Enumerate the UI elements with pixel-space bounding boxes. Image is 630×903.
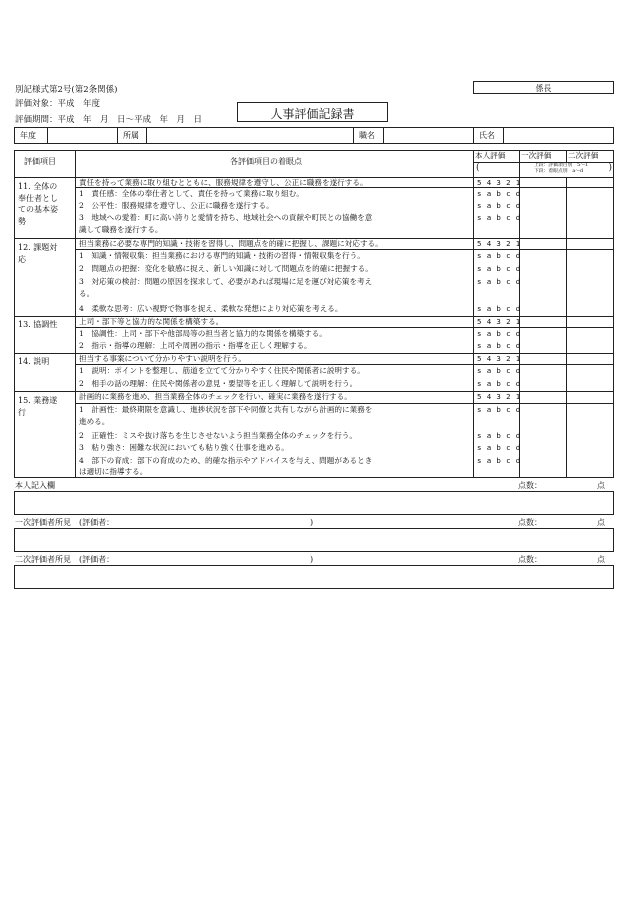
section-11-item-3-cont: 識して職務を遂行する。 xyxy=(79,225,163,234)
section-11-item-1-grade: s a b c d xyxy=(477,189,521,198)
section-14-item-1-grade: s a b c d xyxy=(477,366,521,375)
section-12-item-3-grade: s a b c d xyxy=(477,277,521,286)
section-11-scale: 5 4 3 2 1 xyxy=(477,178,521,187)
section-12-item-2-grade: s a b c d xyxy=(477,264,521,273)
section-12-item-2: 2 問題点の把握：変化を敏感に捉え、新しい知識に対して問題点を的確に把握する。 xyxy=(79,264,373,273)
col-header-first: 一次評価 xyxy=(521,151,552,160)
section-11-item-3: 3 地域への愛着：町に高い誇りと愛情を持ち、地域社会への貢献や町民との協働を意 xyxy=(79,213,373,222)
name-label: 氏名 xyxy=(479,131,495,140)
section-12-item-1: 1 知識・情報収集：担当業務における専門的知識・技術の習得・情報収集を行う。 xyxy=(79,251,365,260)
position-label: 係長 xyxy=(535,84,552,93)
section-14-item-1: 1 説明：ポイントを整理し、筋道を立てて分かりやすく住民や関係者に説明する。 xyxy=(79,366,365,375)
section-13-label: 13. 協調性 xyxy=(18,320,58,329)
section-15-item-4-cont: は適切に指導する。 xyxy=(79,467,148,476)
section-15-scale: 5 4 3 2 1 xyxy=(477,392,521,401)
section-12-item-3: 3 対応策の検討：問題の原因を探求して、必要があれば現場に足を運び対応策を考え xyxy=(79,277,373,286)
self-score-label: 点数： xyxy=(518,481,542,490)
evaluation-table xyxy=(14,150,614,478)
info-row xyxy=(14,127,614,144)
evaluation-period: 評価期間：平成 年 月 日～平成 年 月 日 xyxy=(15,115,203,125)
first-score-unit: 点 xyxy=(597,518,605,527)
self-score-unit: 点 xyxy=(597,481,605,490)
section-14-summary: 担当する事案について分かりやすい説明を行う。 xyxy=(79,354,246,363)
col-header-points: 各評価項目の着眼点 xyxy=(230,157,302,166)
section-15-item-1: 1 計画性：最終期限を意識し、進捗状況を部下や同僚と共有しながら計画的に業務を xyxy=(79,405,373,414)
section-12-scale: 5 4 3 2 1 xyxy=(477,239,521,248)
section-12-label: 12. 課題対 応 xyxy=(18,243,58,264)
evaluation-target: 評価対象：平成 年度 xyxy=(15,99,101,109)
section-15-item-1-cont: 進める。 xyxy=(79,417,110,426)
section-15-item-2: 2 正確性：ミスや抜け落ちを生じさせないよう担当業務全体のチェックを行う。 xyxy=(79,431,357,440)
section-11-item-2: 2 公平性：服務規律を遵守し、公正に職務を遂行する。 xyxy=(79,201,274,210)
section-14-scale: 5 4 3 2 1 xyxy=(477,354,521,363)
section-12-item-1-grade: s a b c d xyxy=(477,251,521,260)
first-score-label: 点数： xyxy=(518,518,542,527)
section-12-item-4: 4 柔軟な思考：広い視野で物事を捉え、柔軟な発想により対応策を考える。 xyxy=(79,304,343,313)
section-15-summary: 計画的に業務を進め、担当業務全体のチェックを行い、確実に業務を遂行する。 xyxy=(79,392,352,401)
grading-note-lower: 下段：着眼点別 a～d xyxy=(534,169,584,174)
section-11-item-3-grade: s a b c d xyxy=(477,213,521,222)
col-header-self: 本人評価 xyxy=(475,151,506,160)
document-title-box xyxy=(237,102,388,122)
section-12-item-3-cont: る。 xyxy=(79,289,95,298)
section-11-label: 11. 全体の 奉仕者とし ての基本姿 勢 xyxy=(18,182,58,226)
document-title: 人事評価記録書 xyxy=(270,107,355,121)
dept-label: 所属 xyxy=(123,131,139,140)
first-evaluator-label: 一次評価者所見 (評価者： xyxy=(15,518,115,527)
self-comment-label: 本人記入欄 xyxy=(15,481,55,490)
section-13-item-2-grade: s a b c d xyxy=(477,341,521,350)
section-15-item-2-grade: s a b c d xyxy=(477,431,521,440)
section-12-item-4-grade: s a b c d xyxy=(477,304,521,313)
section-11-summary: 責任を持って業務に取り組むとともに、服務規律を遵守し、公正に職務を遂行する。 xyxy=(79,178,368,187)
section-15-label: 15. 業務遂 行 xyxy=(18,396,58,417)
first-evaluator-field[interactable] xyxy=(14,528,614,552)
section-15-item-3-grade: s a b c d xyxy=(477,443,521,452)
grading-note: ( ) 上段：評価項目別 5～1 下段：着眼点別 a～d xyxy=(476,163,612,174)
job-title-label: 職名 xyxy=(359,131,375,140)
section-13-scale: 5 4 3 2 1 xyxy=(477,317,521,326)
section-15-item-3: 3 粘り強さ：困難な状況においても粘り強く仕事を進める。 xyxy=(79,443,289,452)
section-11-item-1: 1 責任感：全体の奉仕者として、責任を持って業務に取り組む。 xyxy=(79,189,304,198)
form-number: 別記様式第2号(第2条関係) xyxy=(15,85,118,95)
section-13-item-2: 2 指示・指導の理解：上司や周囲の指示・指導を正しく理解する。 xyxy=(79,341,312,350)
section-11-item-2-grade: s a b c d xyxy=(477,201,521,210)
second-score-unit: 点 xyxy=(597,555,605,564)
section-14-item-2: 2 相手の話の理解：住民や関係者の意見・要望等を正しく理解して説明を行う。 xyxy=(79,379,358,388)
col-header-second: 二次評価 xyxy=(568,151,599,160)
section-14-label: 14. 説明 xyxy=(18,357,50,366)
first-evaluator-close: ) xyxy=(310,518,314,527)
second-evaluator-field[interactable] xyxy=(14,565,614,589)
grading-note-upper: 上段：評価項目別 5～1 xyxy=(534,163,589,168)
position-box xyxy=(473,81,614,94)
self-comment-field[interactable] xyxy=(14,491,614,515)
section-13-summary: 上司・部下等と協力的な関係を構築する。 xyxy=(79,317,224,326)
section-12-summary: 担当業務に必要な専門的知識・技術を習得し、問題点を的確に把握し、課題に対応する。 xyxy=(79,239,383,248)
section-15-item-1-grade: s a b c d xyxy=(477,405,521,414)
second-score-label: 点数： xyxy=(518,555,542,564)
section-15-item-4: 4 部下の育成：部下の育成のため、的確な指示やアドバイスを与え、問題があるとき xyxy=(79,456,373,465)
section-14-item-2-grade: s a b c d xyxy=(477,379,521,388)
second-evaluator-label: 二次評価者所見 (評価者： xyxy=(15,555,115,564)
section-13-item-1: 1 協調性：上司・部下や他部局等の担当者と協力的な関係を構築する。 xyxy=(79,329,327,338)
section-13-item-1-grade: s a b c d xyxy=(477,329,521,338)
year-label: 年度 xyxy=(20,131,36,140)
col-header-item: 評価項目 xyxy=(24,157,56,166)
section-15-item-4-grade: s a b c d xyxy=(477,456,521,465)
second-evaluator-close: ) xyxy=(310,555,314,564)
